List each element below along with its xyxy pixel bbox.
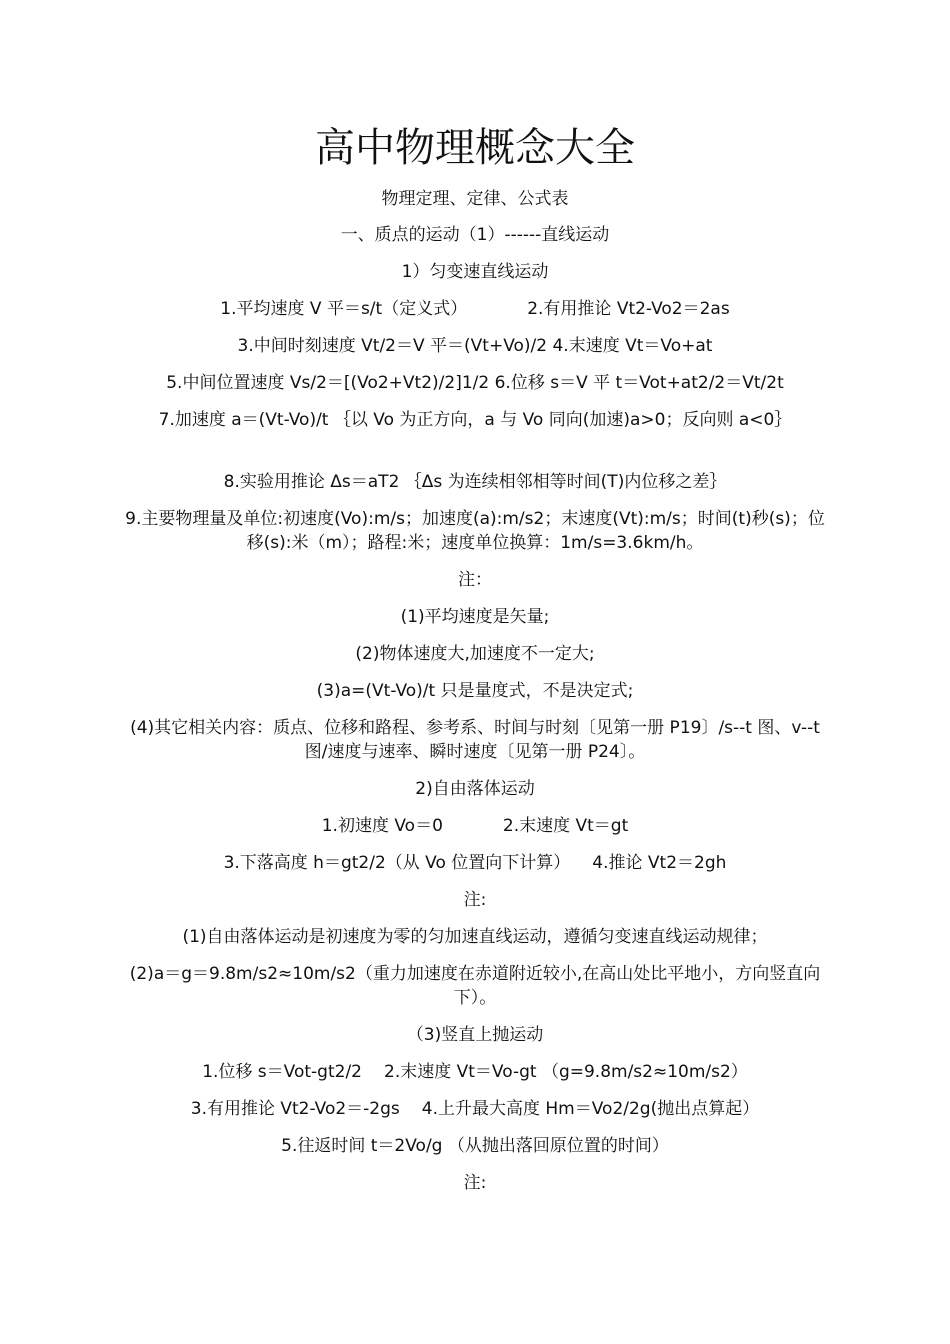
note-heading-3: 注: (463, 1173, 487, 1193)
page-title: 高中物理概念大全 (315, 125, 635, 171)
note-heading-2: 注: (463, 890, 487, 910)
formula-line (120, 1097, 830, 1121)
formula-line (120, 297, 830, 321)
formula-line (120, 814, 830, 838)
subsection-heading-2: 2)自由落体运动 (415, 779, 535, 799)
note-item: (4)其它相关内容：质点、位移和路程、参考系、时间与时刻〔见第一册 P19〕/s--t 图、v--t 图/速度与速率、瞬时速度〔见第一册 P24〕。 (130, 718, 820, 762)
note-item: (2)a＝g＝9.8m/s2≈10m/s2（重力加速度在赤道附近较小,在高山处比平地小，方向竖直向下）。 (129, 964, 821, 1008)
note-item: (3)a=(Vt-Vo)/t 只是量度式，不是决定式; (316, 681, 634, 701)
formula-line-5-6: 5.中间位置速度 Vs/2＝[(Vo2+Vt2)/2]1/2 6.位移 s＝V 平 t＝Vot+at2/2＝Vt/2t (166, 373, 784, 393)
formula-free-fall-2: 2.末速度 Vt＝gt (502, 816, 629, 836)
note-item: (1)平均速度是矢量; (400, 607, 550, 627)
formula-line-9: 9.主要物理量及单位:初速度(Vo):m/s；加速度(a):m/s2；末速度(Vt):m/s；时间(t)秒(s)；位移(s):米（m）；路程:米；速度单位换算：1m/s=3.6km/h。 (125, 509, 825, 553)
subsection-heading-3: （3)竖直上抛运动 (406, 1025, 544, 1045)
formula-upward-1: 1.位移 s＝Vot-gt2/2 (202, 1062, 362, 1082)
note-item: (1)自由落体运动是初速度为零的匀加速直线运动，遵循匀变速直线运动规律； (182, 927, 768, 947)
formula-line (120, 1060, 830, 1084)
formula-upward-4: 4.上升最大高度 Hm＝Vo2/2g(抛出点算起） (421, 1099, 760, 1119)
formula-free-fall-4: 4.推论 Vt2＝2gh (592, 853, 727, 873)
section-heading: 一、质点的运动（1）------直线运动 (340, 225, 610, 245)
formula-2: 2.有用推论 Vt2-Vo2＝2as (527, 299, 730, 319)
subtitle: 物理定理、定律、公式表 (381, 189, 569, 209)
formula-upward-2: 2.末速度 Vt＝Vo-gt （g=9.8m/s2≈10m/s2） (384, 1062, 748, 1082)
formula-free-fall-1: 1.初速度 Vo＝0 (321, 816, 443, 836)
note-heading-1: 注： (458, 570, 492, 590)
formula-free-fall-3: 3.下落高度 h＝gt2/2（从 Vo 位置向下计算） (223, 853, 571, 873)
note-item: (2)物体速度大,加速度不一定大; (355, 644, 595, 664)
formula-1: 1.平均速度 V 平＝s/t（定义式） (220, 299, 468, 319)
subsection-heading-1: 1）匀变速直线运动 (401, 262, 549, 282)
formula-upward-3: 3.有用推论 Vt2-Vo2＝-2gs (190, 1099, 400, 1119)
formula-line-8: 8.实验用推论 Δs＝aT2 ｛Δs 为连续相邻相等时间(T)内位移之差｝ (223, 472, 727, 492)
formula-line-3-4: 3.中间时刻速度 Vt/2＝V 平＝(Vt+Vo)/2 4.末速度 Vt＝Vo+at (237, 336, 713, 356)
formula-upward-5: 5.往返时间 t＝2Vo/g （从抛出落回原位置的时间） (281, 1136, 669, 1156)
formula-line (120, 851, 830, 875)
formula-line-7: 7.加速度 a＝(Vt-Vo)/t ｛以 Vo 为正方向，a 与 Vo 同向(加速)a>0；反向则 a<0｝ (158, 410, 792, 430)
